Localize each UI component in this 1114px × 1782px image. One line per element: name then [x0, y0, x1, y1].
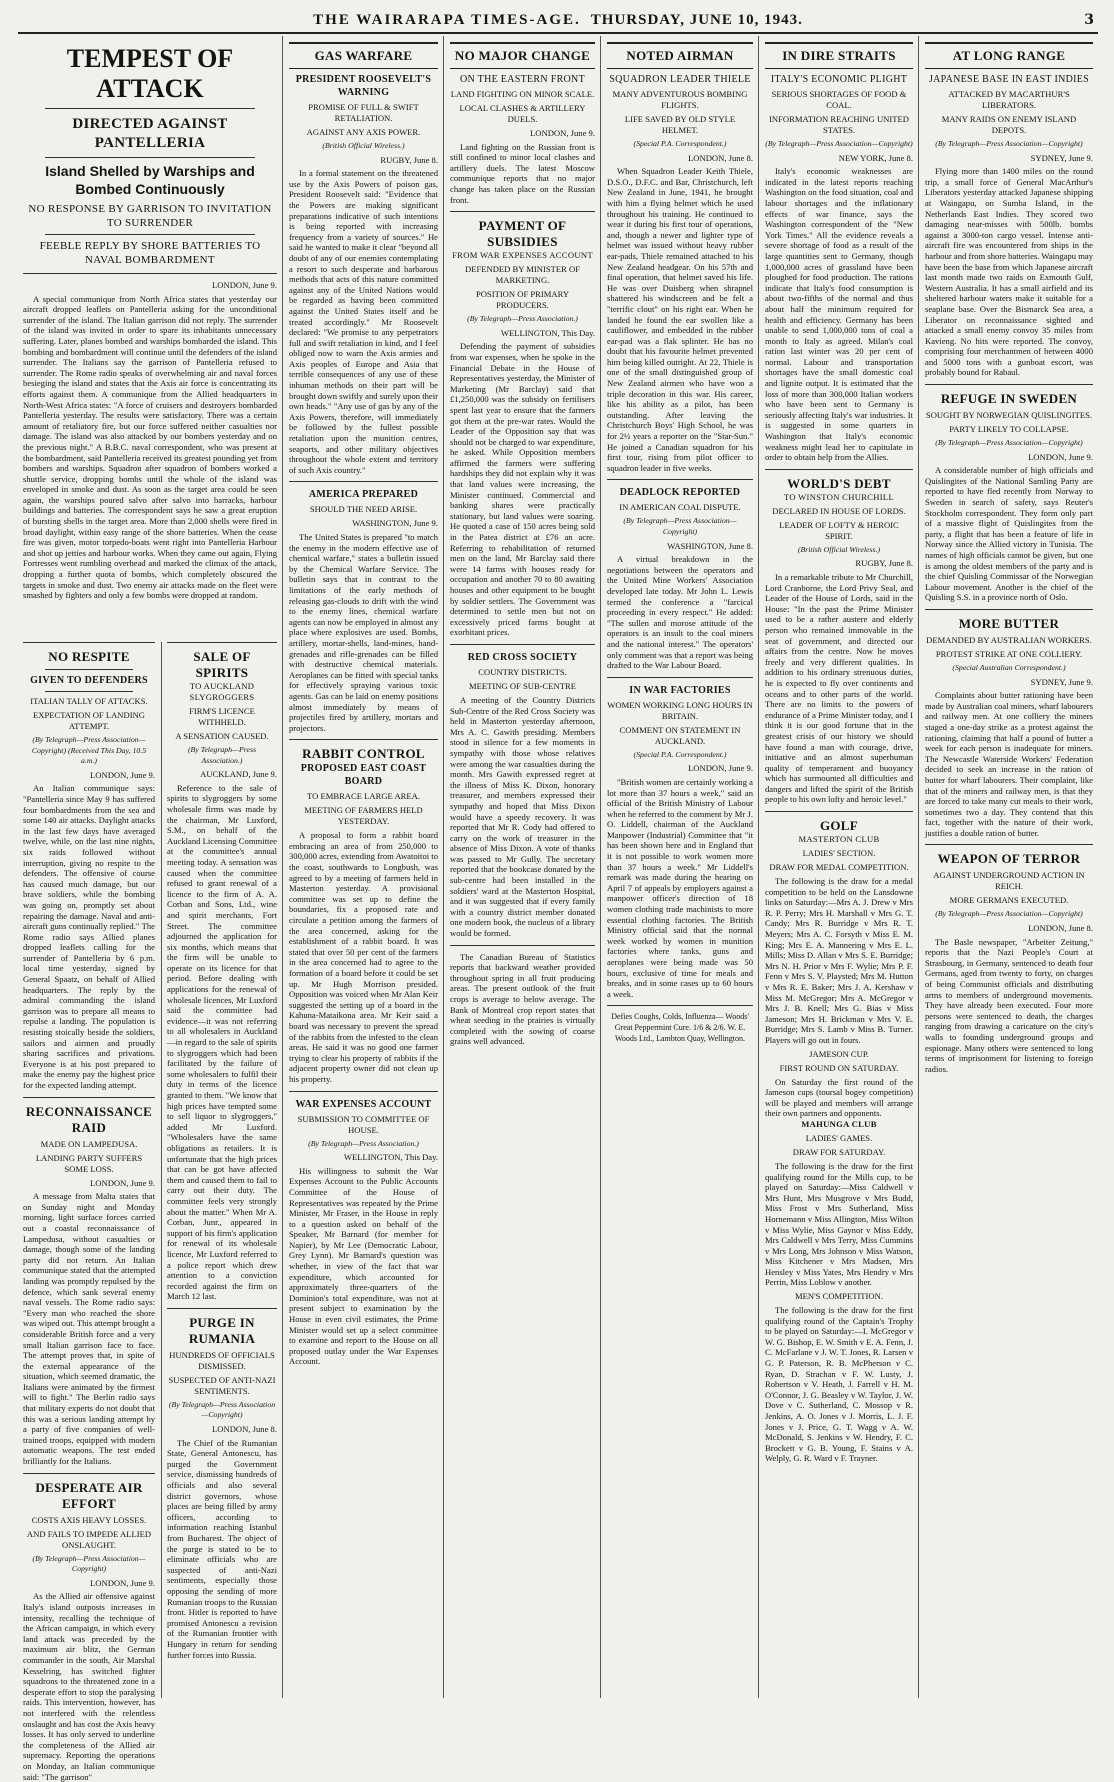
purge-deck-1: HUNDREDS OF OFFICIALS DISMISSED. — [169, 1349, 275, 1371]
credit: (By Telegraph—Press Association—Copyright) — [168, 1399, 276, 1420]
spirits-headline: SALE OF SPIRITS — [193, 649, 251, 680]
spirits-deck-3: A SENSATION CAUSED. — [175, 731, 269, 741]
golf-cup-body: On Saturday the first round of the Jameson cups (toursal bogey competition) will be played and members will arrange their own partners and opponents. — [765, 1076, 913, 1119]
recon-body: A message from Malta states that on Sunday night and Monday morning, light surface forces carried out a coastal reconnaissance of Lampedusa, without casualties or damage, though some of the landing party did not return. An Italian communique stated that the attempted landing was promptly repulsed by the defence, which sank several enemy naval vessels. The Rome radio says: "Every man who reached the shore was wiped out. This attempt brought a considerable British force and a very small Italian garrison face to face. The attempt proves that, in spite of the external appearance of the situation, which seemed dramatic, the Italians were animated by the firmest will to fight." The Berlin radio says that military experts do not doubt that this was a serious landing attempt by a party of five companies of well-trained troops, equipped with modern automatic weapons. The test ended brilliantly for the Italians. — [23, 1191, 155, 1467]
america-headline: AMERICA PREPARED — [308, 489, 419, 501]
deadlock-body: A virtual breakdown in the negotiations between the operators and the United Mine Workers' Association developed late today. Mr John L. Lewis termed the conference a "farcical proceeding in every respect." He added: "The sullen and morose attitude of the operators is an insult to the coal miners and the national interest." The operators' only comment was that a report was being drafted to the War Labour Board. — [607, 554, 753, 671]
dateline: LONDON, June 9. — [90, 1577, 155, 1588]
lead-deck-1: Island Shelled by Warships and Bombed Continuously — [45, 163, 255, 197]
divider — [607, 479, 753, 480]
divider — [765, 811, 913, 812]
dateline: LONDON, June 9. — [688, 763, 753, 774]
golf-headline: GOLF — [819, 818, 859, 834]
gas-header — [289, 42, 438, 69]
masthead-title: THE WAIRARAPA TIMES-AGE. — [313, 11, 581, 28]
dateline: LONDON, June 9. — [1028, 451, 1093, 462]
recon-deck-2: LANDING PARTY SUFFERS SOME LOSS. — [35, 1152, 143, 1174]
sweden-body: A considerable number of high officials and Quislingites of the National Samling Party are reported to have fled recently from Norway to Sweden in search of safety, says Reuter's Stockholm correspondent. They form only part of a massive flight of Quislingites from the party, a flight that has been a feature of life in Norway since the Allied victory in Tunisia. The names of high officials cannot be given, but one is among the oldest members of the party and is the chief Quisling Commissar of the Norwegian Labour movement. Another is the chief of the Quisling S.S. in a province north of Oslo. — [925, 465, 1093, 603]
column-rule — [443, 36, 444, 1698]
recon-deck-1: MADE ON LAMPEDUSA. — [40, 1138, 138, 1149]
divider — [23, 642, 155, 643]
airman-body: When Squadron Leader Keith Thiele, D.S.O., D.F.C. and Bar, Christchurch, left New Zealand in June, 1941, he brought with him a flying helmet which he used throughout his training. He continued to wear it during his first tour of operations, and, though a newer and lighter type of helmet was issued without heavy rubber ear-pads, Thiele remained attached to his New Zealand headgear. On his 57th and final operation, that helmet saved his life. He was over Duisberg when shrapnel shattered his windscreen and he felt a "terrific clout" on his right ear. When he landed he found the ear swollen like a cauliflower, and embedded in the rubber ear-pad was a flak splinter. He has no doubt that his favourite helmet prevented him being killed outright. At 22, Thiele is one of the small distinguished group of New Zealand airmen who have won a triple decoration in this war. His career, like his ability as a pilot, has been outstanding. After leaving the Christchurch Boys' High School, he was for 2½ years a reporter on the "Star-Sun." He joined a Canadian squadron for his first tour, rising from pilot officer to squadron leader in five weeks. — [607, 166, 753, 473]
lead-body: A special communique from North Africa states that yesterday our aircraft dropped leaflets on Pantelleria asking for the unconditional surrender of the island. The Italian garrison did not reply. The surrender of the island was invited in order to spare its inhabitants unnecessary suffering. Later, planes bombed and warships bombarded the island. This bombing and bombardment will continue until the defenders of the island surrender. The Italians say the garrison of Pantelleria refused to surrender. The Rome radio speaks of overwhelming air and naval forces besieging the island and states that the Axis air force is concentrating its efforts against them. A communique from the Allied headquarters in North-West Africa states: "A force of cruisers and destroyers bombarded Pantelleria yesterday. The results were satisfactory. There was a certain amount of retaliatory fire, but our force suffered neither casualties nor damage. The island was also attacked by our bombers yesterday and on the previous night." A B.B.C. naval correspondent, who was present at the bombardment, said Pantelleria received its greatest pounding yet from bombers and warships. Squadron after squadron of bombers worked a shuttle service, dropping bombs until the whole of the island was enveloped in smoke and dust. As soon as the target area could be seen again, the warships poured salvo after salvo into barracks, harbour buildings and batteries. The correspondent says he saw a great eruption of bursting shells in the target area. More than 2,000 shells were fired in broad daylight, within easy range of the shore batteries. When the cease fire was given, motor torpedo-boats went right into Pantelleria Harbour and shot up jetties and harbour works. When they came out again, Flying Fortresses went rumbling overhead and marked the climax of the attack, dropping a further quota of bombs, which completely obscured the targets in smoke and dust. Two enemy air attacks made on the fleet were smashed by fighters and only a few bombs were dropped at random. — [23, 293, 277, 601]
warexp-headline: WAR EXPENSES ACCOUNT — [295, 1098, 432, 1110]
divider — [289, 739, 438, 740]
credit: (By Telegraph—Press Association—Copyright) (Received This Day, 10.5 a.m.) — [31, 735, 147, 766]
dateline: LONDON, June 8. — [688, 152, 753, 163]
desperate-deck-1: COSTS AXIS HEAVY LOSSES. — [31, 1514, 147, 1525]
respite-deck-2: ITALIAN TALLY OF ATTACKS. — [30, 696, 148, 706]
america-body: The United States is prepared "to match the enemy in the modern effective use of chemical warfare," states a bulletin issued by the Chemical Warfare Service. The bulletin says that in contrast to the limitations of the early methods of releasing gas-clouds to drift with the wind to the enemy lines, chemical warfare agents can now be employed in almost any place where explosives are used. Bombs, artillery, mortar-shells, land-mines, hand-grenades and rifle-grenades can be filled with destructive chemical materials. Aeroplanes can be fitted with special tanks for effectively spraying various toxic agents. Gas can be laid on enemy positions almost immediately by means of projectiles fired by artillery, mortars and projectors. — [289, 532, 438, 733]
terror-headline: WEAPON OF TERROR — [937, 851, 1081, 867]
america-deck-1: SHOULD THE NEED ARISE. — [309, 504, 418, 515]
purge-body: The Chief of the Rumanian State, General Antonescu, has purged the Government service, dismissing hundreds of officials and also several district governors, whose places are being filled by army officers, according to information reaching Istanbul from Bucharest. The object of the purge is stated to be to eliminate officials who are suspected of anti-Nazi sentiments, especially those opposing the sending of more Rumanian troops to the Russian front. Hitler is reported to have promised Antonescu a revision of the Rumanian frontier with Hungary in return for sending further forces into Russia. — [167, 1437, 277, 1660]
masthead — [18, 8, 1098, 34]
debt-deck-3: LEADER OF LOFTY & HEROIC SPIRIT. — [779, 519, 899, 541]
mahunga-draw-heading: DRAW FOR SATURDAY. — [792, 1146, 886, 1157]
divider — [23, 1097, 155, 1098]
terror-body: The Basle newspaper, "Arbeiter Zeitung," reports that the Nazi People's Court at Strasbourg, in Germany, sentenced to death four Germans, aged from twenty to forty, on charges of being Communist officials and distributing arms to members of underground movements. They have already been executed. Four more persons were sentenced to death, the charges ranging from drawing a caricature on the city's walls to founding underground groups and espionage. Many others were sentenced to long terms of imprisonment for listening to foreign radios. — [925, 936, 1093, 1074]
credit: (By Telegraph—Press Association—Copyright) — [935, 438, 1083, 448]
range-deck-2: ATTACKED BY MACARTHUR'S LIBERATORS. — [948, 89, 1070, 110]
column-6 — [760, 36, 918, 1698]
airman-headline: NOTED AIRMAN — [626, 48, 734, 63]
nochange-header — [450, 42, 595, 69]
lead-deck-2: NO RESPONSE BY GARRISON TO INVITATION TO SURRENDER — [28, 203, 272, 229]
desperate-deck-2: AND FAILS TO IMPEDE ALLIED ONSLAUGHT. — [26, 1528, 152, 1550]
dateline: WELLINGTON, This Day. — [343, 1152, 438, 1163]
credit: (By Telegraph—Press Association.) — [467, 314, 578, 324]
divider — [765, 469, 913, 470]
nochange-deck-3: LOCAL CLASHES & ARTILLERY DUELS. — [459, 103, 586, 124]
dateline: WELLINGTON, This Day. — [500, 327, 595, 338]
warexp-body: His willingness to submit the War Expenses Account to the Public Accounts Committee of the House of Representatives was repeated by the Prime Minister, Mr Fraser, in the House in reply to a question asked on behalf of the Speaker, Mr Barnard (for member for Napier), by Mr Lee (Democratic Labour, Grey Lynn). Mr Barnard's question was whether, in view of the fact that war expenditure, which accounted for approximately three-quarters of the Dominion's total expenditure, was not at present subject to examination by the House in even civil estimates, the Prime Minister would set up a select committee to examine and report to the House on all proposed outlay under the War Expenses Account. — [289, 1165, 438, 1367]
divider — [925, 609, 1093, 610]
gas-deck-3: AGAINST ANY AXIS POWER. — [306, 127, 421, 137]
credit: (By Telegraph—Press Association—Copyright) — [935, 139, 1083, 148]
straits-deck-2: SERIOUS SHORTAGES OF FOOD & COAL. — [771, 89, 907, 110]
airman-header — [607, 42, 753, 69]
divider — [23, 1473, 155, 1474]
dateline: NEW YORK, June 8. — [838, 152, 913, 163]
airman-deck-3: LIFE SAVED BY OLD STYLE HELMET. — [624, 114, 736, 135]
respite-deck-3: EXPECTATION OF LANDING ATTEMPT. — [33, 710, 145, 731]
column-rule — [918, 36, 919, 1698]
dateline: SYDNEY, June 9. — [1030, 152, 1093, 163]
gas-body: In a formal statement on the threatened use by the Axis Powers of poison gas, President Roosevelt said: "Evidence that the Powers are making significant preparations indicative of such intentions is being reported with increasing frequency from a variety of sources." He said he wanted to make it clear "beyond all doubt of any of our enemies contemplating a resort to such desperate and barbarous methods that acts of this nature committed against any of the United Nations would be regarded as having been committed against the United States itself and be treated accordingly." Mr Roosevelt declared: "We promise to any perpetrators full and swift retaliation in kind, and I feel obliged now to warn the Axis armies and Axis peoples of Europe and Asia that terrible consequences of any use of these inhuman methods on their part will be brought down swiftly and surely upon their own heads." "Any use of gas by any of the Axis Powers, therefore, will immediately be followed by the fullest possible retaliation upon the munition centres, seaports, and other military objectives throughout the whole extent and territory of such Axis country." — [289, 168, 438, 475]
purge-headline: PURGE IN RUMANIA — [188, 1314, 256, 1346]
dateline: LONDON, June 9. — [530, 128, 595, 138]
redcross-deck-2: MEETING OF SUB-CENTRE — [469, 680, 576, 691]
page-number: 3 — [1084, 12, 1094, 28]
column-1 — [18, 636, 160, 1782]
credit: (Special P.A. Correspondent.) — [633, 749, 727, 759]
subsidies-body: Defending the payment of subsidies from war expenses, when he spoke in the Financial Debate in the House of Representatives yesterday, the Minister of Marketing (Mr Barclay) said that £1,250,000 was the subsidy on fertilisers spent last year to ensure that the farmers got them at the pre-war rates. Would the Leader of the Opposition say that was should not be charged to war expenditure, he asked. While Opposition members affirmed the farmers were suffering hardships they did not explain why it was that land values were increasing, the Minister continued. Commercial and banking shares were practically stationary, but land values were soaring. He quoted a case of 150 acres being sold in the Patea district at £76 an acre. Referring to rehabilitation of returned men on the land, Mr Barclay said there were 14 farms with houses ready for occupation and another 70 to 80 awaiting houses and other equipment to be bought by soldier settlers. The Government was determined to settle men but not on excessively priced farms bought at exorbitant prices. — [450, 341, 595, 638]
mahunga-subheading: LADIES' GAMES. — [805, 1132, 873, 1143]
lead-story — [18, 36, 282, 636]
column-3 — [284, 36, 443, 1698]
column-rule — [282, 36, 283, 1698]
divider — [925, 384, 1093, 385]
dateline: RUGBY, June 8. — [380, 154, 438, 165]
divider — [45, 691, 133, 692]
subsidies-headline: PAYMENT OF SUBSIDIES — [478, 218, 567, 250]
divider — [23, 273, 277, 274]
spirits-body: Reference to the sale of spirits to slygroggers by some wholesale firms was made by the chairman, Mr Luxford, S.M., on behalf of the Auckland Licensing Committee at the committee's annual meeting today. A sensation was caused when the committee refused to grant renewal of a licence to the firm of A. A. Corban and Sons, Ltd., wine and spirit merchants, Fort Street. The committee adjourned the application for six months, which means that the firm will be unable to operate on its licence for that period. Before dealing with applications for the renewal of wholesale licences, Mr Luxford said the committee had evidence—it was not referring to all wholesalers in Auckland—in regard to the sale of spirits to slygroggers which had been facilitated by the failure of some wholesalers to fulfil their duty in terms of the licence granted to them. "We know that high prices have tempted some to sell liquor to slygroggers," added Mr Luxford. "Wholesalers have the same obligations as retailers. It is unfortunate that the high prices that can be got have affected them and caused them to fail to carry out their duty. The committee feels very strongly about the matter." When Mr A. Corban, Junr., appeared in support of his firm's application for renewal of its wholesale licence, Mr Luxford referred to a police report which drew attention to a conviction recorded against the firm on March 12 last. — [167, 782, 277, 1302]
dateline: LONDON, June 9. — [212, 280, 277, 290]
straits-body: Italy's economic weaknesses are indicated in the latest reports reaching Washington on the food situation, coal and labour shortages and the inflationary effects of war finance, says the Washington correspondent of the "New York Times." All the evidence reveals a severe shortage of food as a result of the large quantities sent to Germany, though 1,000,000 acres of grassland have been ploughed for food production. The rations indicate that Italy's food consumption is about two-fifths of the normal and thus about half the minimum required for health and efficiency. Germany has been unable to send 1,000,000 tons of coal a month to Italy as agreed. Milan's coal ration last winter was 20 per cent of normal. Labour and transportation shortages have the small domestic coal and lignite output. It is estimated that the loss of more than 300,000 Italian workers who have been sent to Germany is seriously affecting Italy's war industries. It is suggested in some quarters in Washington that Italy's economic weakness might lead her to capitulate in order to obtain help from the Allies. — [765, 166, 913, 463]
butter-deck-2: PROTEST STRIKE AT ONE COLLIERY. — [935, 648, 1083, 659]
column-rule — [758, 36, 759, 1698]
divider — [450, 211, 595, 212]
golf-deck-1: MASTERTON CLUB — [798, 834, 880, 845]
column-rule — [600, 36, 601, 1698]
dateline: WASHINGTON, June 8. — [667, 540, 753, 551]
debt-deck-2: DECLARED IN HOUSE OF LORDS. — [772, 505, 906, 516]
divider — [289, 1091, 438, 1092]
credit: (By Telegraph—Press Association—Copyright) — [935, 909, 1083, 919]
respite-headline: NO RESPITE — [48, 649, 130, 664]
mens-heading: MEN'S COMPETITION. — [795, 1291, 883, 1302]
rabbit-deck-1: PROPOSED EAST COAST BOARD — [300, 763, 427, 788]
credit: (British Official Wireless.) — [797, 544, 881, 554]
redcross-body: A meeting of the Country Districts Sub-Centre of the Red Cross Society was held in Masterton yesterday afternoon, Mrs A. C. Gawith presiding. Members stood in silence for a few moments in sympathy with those whose relatives were among the war casualties during the month. Mrs Gawith expressed regret at the illness of Miss K. Dixon, honorary treasurer, and members expressed their sympathy and hoped that Miss Dixon would have a speedy recovery. It was reported that Mr R. Cody had offered to carry on the work of treasurer in the absence of Miss Dixon. A vote of thanks was passed to Mr Gully. The secretary reported that the bookcase donated by the sub-centre had been installed in the soldiers' ward at the Masterton Hospital, and it was suggested that if every family with a country district member donated one modern book, the nucleus of a library would be formed. — [450, 694, 595, 939]
nochange-deck-2: LAND FIGHTING ON MINOR SCALE. — [450, 89, 595, 99]
straits-deck-1: ITALY'S ECONOMIC PLIGHT — [770, 74, 908, 85]
factories-deck-2: COMMENT ON STATEMENT IN AUCKLAND. — [619, 724, 741, 746]
warexp-deck-1: SUBMISSION TO COMMITTEE OF HOUSE. — [297, 1113, 430, 1135]
divider — [45, 669, 133, 670]
nochange-body: Land fighting on the Russian front is still confined to minor local clashes and artillery duels. The latest Moscow communique reports that no major change has taken place on the Russian front. — [450, 141, 595, 205]
column-4 — [445, 36, 600, 1698]
credit: (By Telegraph—Press Association—Copyright) — [765, 139, 913, 148]
desperate-body: As the Allied air offensive against Italy's island outposts increases in intensity, recalling the technique of the African campaign, in which every land attack was preceded by the maximum air blitz, the German commander in the south, Air Marshal Kesselring, has switched fighter squadrons to the threatened zone in a desperate effort to stop the paralysing raids. This intervention, however, has not interfered with the relentless onslaught and has cost the Axis heavy losses. It has only served to underline the completeness of the Allied air supremacy. Reporting the operations on Monday, an Italian communique said: "The garrison" — [23, 1591, 155, 1782]
factories-body: "British women are certainly working a lot more than 37 hours a week," said an official of the British Ministry of Labour when he referred to the comment by Mr J. O. Liddell, chairman of the Auckland Manpower (Industrial) Committee that "it has been shown here and in England that it is not possible to work women more than 37 hours a week." Mr Liddell's remark was made during the hearing on April 7 of appeals by employers against a manpower officer's direction of 18 women clothing trade machinists to more essential clothing factories. The British Ministry official said that the normal week worked by women in munition factories where tanks, guns and aeroplanes were being made was 50 hours, exclusive of time for meals and breaks, and in some cases up to 60 hours a week. — [607, 776, 753, 999]
column-2 — [162, 636, 282, 1698]
advertisement: Defies Coughs, Colds, Influenza— Woods' Great Peppermint Cure. 1/6 & 2/6. W. E. Woods Ltd., Lambton Quay, Wellington. — [611, 1012, 749, 1043]
deadlock-deck-1: IN AMERICAN COAL DISPUTE. — [619, 502, 741, 513]
golf-body: The following is the draw for a medal competition to be held on the Lansdowne links on Saturday:—Mrs A. J. Drew v Mrs R. P. Perry; Mrs H. Marshall v Mrs G. T. Candy; Mrs R. Burridge v Mrs R. T. Meyers; Mrs A. C. Forsyth v Miss E. M. King; Mrs E. A. Mannering v Mrs E. L. Mills; Miss D. Allan v Mrs S. E. Burridge; Mrs N. H. Prior v Mrs F. Wylie; Mrs P. F. Fenn v Mrs S. V. Playsted; Mrs M. Hutton v Mrs R. E. Baker; Mrs J. A. Kershaw v Miss M. McGregor; Mrs A. McGregor v Mrs J. B. Knell; Mrs G. Bias v Miss Jameson; Mrs H. Brickman v Mrs V. E. Burridge; Mrs S. Lamb v Miss B. Turner. Players will go out in fours. — [765, 876, 913, 1045]
straits-deck-3: INFORMATION REACHING UNITED STATES. — [769, 114, 909, 135]
divider — [167, 1308, 277, 1309]
gas-headline: GAS WARFARE — [314, 48, 413, 63]
range-headline: AT LONG RANGE — [952, 48, 1066, 63]
range-deck-3: MANY RAIDS ON ENEMY ISLAND DEPOTS. — [941, 114, 1077, 135]
straits-header — [765, 42, 913, 69]
column-5 — [602, 36, 758, 1698]
lead-headline: TEMPEST OF ATTACK — [66, 44, 234, 103]
rabbit-headline: RABBIT CONTROL — [302, 746, 425, 762]
airman-deck-1: SQUADRON LEADER THIELE — [609, 74, 751, 85]
nochange-headline: NO MAJOR CHANGE — [454, 48, 591, 63]
rabbit-deck-2: TO EMBRACE LARGE AREA. — [307, 791, 420, 802]
dateline: LONDON, June 8. — [1028, 923, 1093, 934]
divider — [289, 481, 438, 482]
dateline: LONDON, June 8. — [212, 1424, 277, 1435]
lead-subhead: DIRECTED AGAINST PANTELLERIA — [72, 116, 228, 151]
terror-deck-1: AGAINST UNDERGROUND ACTION IN REICH. — [933, 870, 1085, 892]
divider — [607, 677, 753, 678]
purge-deck-2: SUSPECTED OF ANTI-NAZI SENTIMENTS. — [168, 1374, 276, 1396]
dateline: WASHINGTON, June 9. — [352, 518, 438, 529]
rabbit-body: A proposal to form a rabbit board embracing an area of from 250,000 to 300,000 acres, extending from Awatoitoi to the coast, southwards to Longbush, was agreed to by a meeting of farmers held in Masterton yesterday. A provisional committee was set up to define the boundaries, fix a proposed rate and circulate a petition among the farmers of the area concerned, asking for the establishment of a rabbit board. It was stated that over 50 per cent of the farmers in the area concerned had to agree to the formation of a board before it could be set up. Mr Hugh Morrison presided. Opposition was voiced when Mr Alan Keir suggested the setting up of a board in the Kahuna-Mataikona area. Mr Keir said a board was necessary to prevent the spread of the rabbits from the infested to the clean areas. He said it was no good one farmer trying to clear his property of rabbits if the adjacent property owner did not clean up his property. — [289, 830, 438, 1084]
dateline: LONDON, June 9. — [90, 1177, 155, 1188]
debt-headline: WORLD'S DEBT — [787, 475, 891, 491]
terror-deck-2: MORE GERMANS EXECUTED. — [949, 895, 1069, 906]
divider — [607, 1005, 753, 1006]
subsidies-deck-2: DEFENDED BY MINISTER OF MARKETING. — [465, 264, 580, 286]
airman-deck-2: MANY ADVENTUROUS BOMBING FLIGHTS. — [612, 89, 748, 110]
redcross-headline: RED CROSS SOCIETY — [467, 651, 578, 663]
dateline: LONDON, June 9. — [90, 769, 155, 780]
golf-cup-subheading: FIRST ROUND ON SATURDAY. — [779, 1062, 899, 1073]
divider — [450, 644, 595, 645]
gas-deck-1: PRESIDENT ROOSEVELT'S WARNING — [295, 74, 432, 98]
debt-body: In a remarkable tribute to Mr Churchill, Lord Cranborne, the Lord Privy Seal, and Leader of the House of Lords, said in the House: "In the past the Prime Minister used to be a rather austere and elderly person who remained immovable in the seat of government, and directed our affairs from the centre. Now he moves freely and very different qualities. In addition to his ordinary strenuous duties, he is expected to fly over continents and oceans and to other parts of the world. There are no limits to the powers of endurance of a Prime Minister today, and I think it is our good fortune that in the greatest crisis of our history we should have found a man with courage, drive, initiative and an almost superhuman quality of temperament and buoyancy which has surmounted all difficulties and dangers and lifted the spirit of the British people to his own lofty and heroic level." — [765, 572, 913, 805]
factories-deck-1: WOMEN WORKING LONG HOURS IN BRITAIN. — [607, 699, 753, 721]
sweden-deck-2: PARTY LIKELY TO COLLAPSE. — [949, 424, 1069, 435]
canadian-body: The Canadian Bureau of Statistics reports that backward weather provided throughout spring in all fruit producing areas. The present outlook of the fruit crops is average to below average. The Bank of Montreal crop report states that wheat seeding in the prairies is virtually completed with the sowing of coarse grains well advanced. — [450, 951, 595, 1047]
butter-headline: MORE BUTTER — [958, 615, 1060, 631]
recon-headline: RECONNAISSANCE RAID — [25, 1103, 153, 1135]
respite-deck-1: GIVEN TO DEFENDERS — [30, 675, 148, 686]
dateline: RUGBY, June 8. — [855, 558, 913, 569]
credit: (British Official Wireless.) — [322, 141, 405, 150]
masthead-date: THURSDAY, JUNE 10, 1943. — [590, 11, 803, 28]
divider — [45, 234, 255, 235]
subsidies-deck-3: POSITION OF PRIMARY PRODUCERS. — [475, 289, 570, 311]
credit: (By Telegraph—Press Association—Copyright) — [32, 1553, 146, 1574]
lead-deck-3: FEEBLE REPLY BY SHORE BATTERIES TO NAVAL BOMBARDMENT — [39, 240, 261, 266]
mahunga-heading: MAHUNGA CLUB — [801, 1118, 877, 1129]
divider — [925, 844, 1093, 845]
credit: (By Telegraph—Press Association.) — [308, 1138, 419, 1148]
dateline: AUCKLAND, June 9. — [200, 769, 277, 780]
golf-deck-3: DRAW FOR MEDAL COMPETITION. — [769, 862, 909, 873]
respite-body: An Italian communique says: "Pantelleria since May 9 has suffered four bombardments from the sea and some 140 air attacks. Daylight attacks in the last few days have averaged twelve, while, on the last nine nights, six raids followed without interruption, giving no respite to the defenders. The offensive of course has caused much damage, but our brave soldiers, while the bombing was going on, promptly set about repairing the damage. Naval and anti-aircraft guns continually replied." The Rome radio says Allied planes dropped leaflets calling for the surrender of Pantelleria by 6 p.m. local time yesterday, signed by General Spaatz, on behalf of Allied headquarters. The reply by the admiral commanding the island garrison was to prepare all means to repulse a landing. The population is resisting stoically beside the soldiers, sailors and airmen and proudly sharing sacrifices and privations. Everyone is at his post prepared to make the enemy pay the highest price for the expected landing attempt. — [23, 783, 155, 1090]
credit: (Special Australian Correspondent.) — [952, 662, 1066, 672]
dateline: SYDNEY, June 9. — [1030, 676, 1093, 687]
spirits-deck-2: FIRM'S LICENCE WITHHELD. — [189, 706, 255, 727]
deadlock-headline: DEADLOCK REPORTED — [619, 487, 741, 499]
divider — [167, 642, 277, 643]
straits-headline: IN DIRE STRAITS — [782, 48, 896, 63]
divider — [45, 157, 255, 158]
rabbit-deck-3: MEETING OF FARMERS HELD YESTERDAY. — [304, 805, 423, 827]
butter-body: Complaints about butter rationing have been made by Australian coal miners, wharf labourers and railway men. At one colliery the miners staged a one-day strike as a protest against the rationing, claiming that half a pound of butter a week for each person is inadequate for miners. The Newcastle Waterside Workers' Federation decided to seek an increase in the ration of butter for wharf labourers. Their complaint, like that of the miners and railway men, is that they are forced to take many cut meals to their work, sometimes two a day. They contend that this fact, together with the nature of their work, justifies a double ration of butter. — [925, 690, 1093, 838]
butter-deck-1: DEMANDED BY AUSTRALIAN WORKERS. — [926, 634, 1092, 645]
nochange-deck-1: ON THE EASTERN FRONT — [460, 74, 585, 85]
sweden-headline: REFUGE IN SWEDEN — [940, 391, 1078, 407]
credit: (Special P.A. Correspondent.) — [633, 139, 727, 148]
credit: (By Telegraph—Press Association.) — [187, 745, 257, 765]
spirits-deck-1: TO AUCKLAND SLYGROGGERS — [189, 681, 255, 702]
golf-cup-heading: JAMESON CUP. — [809, 1048, 869, 1059]
mahunga-body: The following is the draw for the first qualifying round for the Mills cup, to be played on Saturday:—Miss Caldwell v Mrs Hunt, Mrs Musgrove v Mrs Budd, Miss Frost v Mrs Sutherland, Miss Hornemann v Miss Allington, Miss Wilton v Miss Wylie, Miss Gaynor v Miss Eddy, Mrs Caldwell v Mrs Terry, Miss Cummins v Mrs Long, Mrs Johnson v Miss Watson, Miss Kitchener v Mrs Madsen, Mrs Hensley v Miss Yates, Mrs Hendry v Mrs Perrin, Miss Loblow v another. — [765, 1160, 913, 1288]
factories-headline: IN WAR FACTORIES — [629, 684, 731, 696]
golf-deck-2: LADIES' SECTION. — [802, 848, 876, 859]
debt-deck-1: TO WINSTON CHURCHILL — [783, 491, 895, 502]
sweden-deck-1: SOUGHT BY NORWEGIAN QUISLINGITES. — [925, 410, 1093, 421]
range-deck-1: JAPANESE BASE IN EAST INDIES — [928, 74, 1090, 85]
redcross-deck-1: COUNTRY DISTRICTS. — [478, 666, 567, 677]
column-7 — [920, 36, 1098, 1698]
divider — [45, 108, 255, 109]
divider — [450, 945, 595, 946]
mens-body: The following is the draw for the first qualifying round of the Captain's Trophy to be played on Saturday:—I. McGregor v W. G. Bishop, E. W. Smith v E. A. Fenn, J. C. McFarlane v J. W. T. Jones, R. Larsen v G. P. Paterson, R. B. McPherson v C. Ryan, D. Strachan v F. W. Lusty, J. Robertson v V. Heath, J. Farrell v H. M. O'Connor, J. G. Beasley v W. Taylor, J. W. Dove v C. Sutherland, C. Mossop v R. Jenkins, A. O. Jones v J. Morris, L. J. F. Jones v J. Price, G. T. Wagg v A. W. McDonald, S. Jenkins v W. Hendry, F. C. Brockett v G. B. Young, F. Stains v A. Welply, G. R. Ward v F. Trayner. — [765, 1305, 913, 1464]
range-body: Flying more than 1400 miles on the round trip, a small force of General MacArthur's Liberators yesterday attacked Japanese shipping at Waingapu, on Sumba Island, in the Netherlands East Indies. They scored two damaging near-misses with 500lb. bombs against a 3000-ton cargo vessel. Intense anti-aircraft fire was encountered from ships in the harbour and from shore batteries. Waingapu may have been the base from which Japanese aircraft last month made two raids on Exmouth Gulf, Western Australia. It has a small airfield and its sheltered harbour waters make it suitable for a seaplane base. Over the Bismarck Sea area, a Liberator on reconnaissance sighted and attacked a small enemy convoy 35 miles from Kavieng. No hits were reported. The convoy, comprising four merchantmen of between 4000 and 5000 tons with a gunboat escort, was probably bound for Rabaul. — [925, 166, 1093, 378]
range-header — [925, 42, 1093, 69]
gas-deck-2: PROMISE OF FULL & SWIFT RETALIATION. — [308, 102, 419, 123]
subsidies-deck-1: FROM WAR EXPENSES ACCOUNT — [452, 250, 593, 261]
desperate-headline: DESPERATE AIR EFFORT — [35, 1479, 143, 1511]
credit: (By Telegraph—Press Association—Copyright) — [623, 516, 737, 536]
